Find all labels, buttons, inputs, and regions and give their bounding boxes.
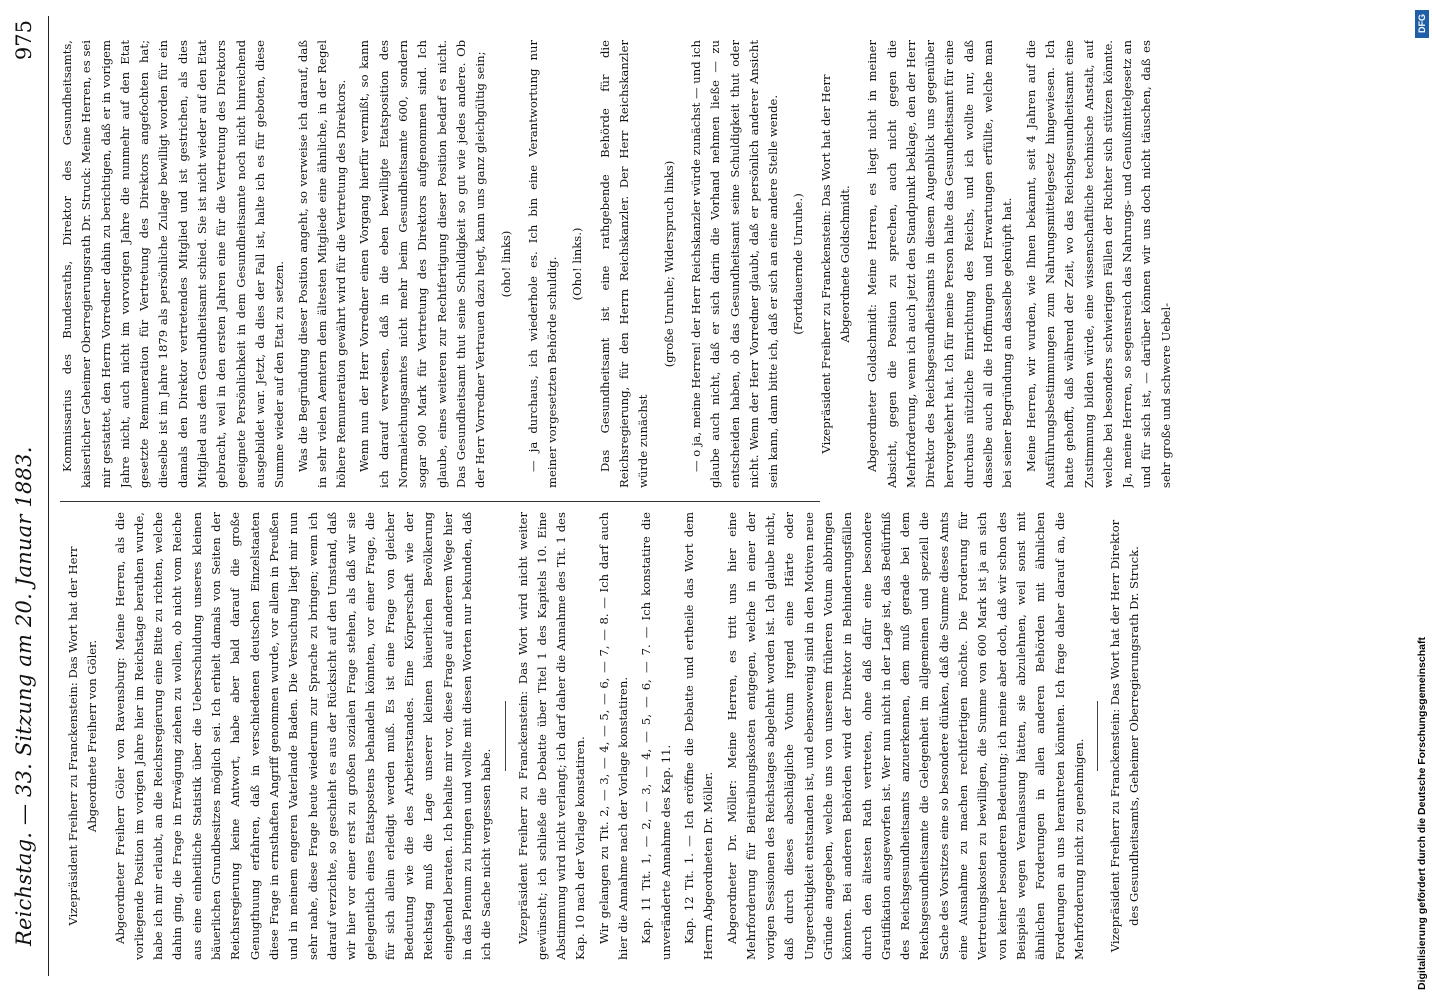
paragraph: Das Gesundheitsamt ist eine rathgebende Behörde für die Reichsregierung, für den Herrn Reichskanzler. Der Herr Reichskanzler würde zunächst bbox=[597, 40, 651, 488]
column-divider bbox=[60, 501, 820, 502]
separator-rule bbox=[1097, 701, 1098, 771]
dfg-logo: DFG bbox=[1415, 10, 1429, 38]
paragraph: Vizepräsident Freiherr zu Franckenstein: Das Wort wird nicht weiter gewünscht; ich schließe die Debatte über Titel 1 des Kapitels 10. Eine Abstimmung wird nicht verlangt; ich darf daher die Annahme des Tit. 1 des Kap. 10 nach der Vorlage konstatiren. bbox=[515, 512, 588, 960]
paragraph: Vizepräsident Freiherr zu Franckenstein: Das Wort hat der Herr Direktor des Gesundheitsamts, Geheimer Oberregierungsrath Dr. Struck. bbox=[1108, 519, 1142, 953]
paragraph: — o ja, meine Herren! der Herr Reichskanzler würde zunächst — und ich glaube auch nicht, daß er sich darin die Vorhand nehmen ließe — zu entscheiden haben, ob das Gesundheitsamt seine Schuldigkeit thut oder nicht. Wenn der Herr Vorredner glaubt, daß er persönlich anderer Ansicht sein kann, dann bitte ich, daß er sich an eine andere Stelle wende. bbox=[688, 40, 781, 488]
paragraph: Kap. 11 Tit. 1, — 2, — 3, — 4, — 5, — 6, — 7. — Ich konstatire die unveränderte Annahme des Kap. 11. bbox=[639, 512, 673, 960]
paragraph: Meine Herren, wir wurden, wie Ihnen bekannt, seit 4 Jahren auf die Ausführungsbestimmungen zum Nahrungsmittelgesetz hingewiesen. Ich hatte gehofft, daß während der Zeit, wo das Reichsgesundheitsamt eine Zustimmung bilden würde, eine wissenschaftliche technische Anstalt, auf welche bei besonders schwierigen Fällen der Richter sich stützen könnte. Ja, meine Herren, so segensreich das Nahrungs- und Genußmittelgesetz an und für sich ist, — darüber können wir uns doch nicht täuschen, daß es sehr große und schwere Uebel- bbox=[1023, 40, 1173, 488]
paragraph: Abgeordneter Dr. Möller: Meine Herren, es tritt uns hier eine Mehrforderung für Beitreibungskosten entgegen, welche in einer der vorigen Sessionen des Reichstages abgelehnt worden ist. Ich glaube nicht, daß durch dieses abschlägliche Votum irgend eine Härte oder Ungerechtigkeit entstanden ist, und ebensowenig sind in den Motiven neue Gründe angegeben, welche uns von unserem früheren Votum abbringen könnten. Bei anderen Behörden wird der Direktor in Behinderungsfällen durch den ältesten Rath vertreten, ohne daß dafür eine besondere Gratifikation ausgeworfen ist. Wer nun nicht in der Lage ist, das Bedürfniß des Reichsgesundheitsamts anzuerkennen, dem muß gerade bei dem Reichsgesundheitsamte die Gelegenheit im allgemeinen und speziell die Sache des Vorsitzes eine so besondere dünken, daß die Summe dieses Amts eine Ausnahme zu machen rechtfertigen möchte. Die Forderung für Vertretungskosten zu bewilligen, die Summe von 600 Mark ist ja an sich von keiner besonderen Bedeutung; ich meine aber doch, daß wir schon des Beispiels wegen Veranlassung hätten, sie abzulehnen, weil sonst mit ähnlichen Forderungen in allen anderen Behörden mit ähnlichen Forderungen an uns herantreten könnten. Ich frage daher darauf an, die Mehrforderung nicht zu genehmigen. bbox=[724, 512, 1086, 960]
interjection: (oho! links) bbox=[498, 230, 513, 298]
left-column bbox=[58, 512, 1398, 960]
paragraph: Kap. 12 Tit. 1. — Ich eröffne die Debatte und ertheile das Wort dem Herrn Abgeordneten Dr. Möller. bbox=[681, 512, 716, 960]
right-column bbox=[58, 40, 1398, 488]
paragraph: Was die Begründung dieser Position angeht, so verweise ich darauf, daß in sehr vielen Aemtern dem ältesten Mitgliede eine ähnliche, in der Regel höhere Remuneration gewährt wird für die Vertretung des Direktors. bbox=[295, 40, 349, 488]
digitization-credit: Digitalisierung gefördert durch die Deutsche Forschungsgemeinschaft bbox=[1416, 637, 1428, 990]
paragraph: Vizepräsident Freiherr zu Franckenstein: Das Wort hat der Herr Abgeordnete Freiherr von Göler. bbox=[66, 546, 100, 926]
running-title: Reichstag. — 33. Sitzung am 20. Januar 1883. bbox=[12, 446, 36, 946]
paragraph: Wenn nun der Herr Vorredner einen Vorgang hierfür vermißt, so kann ich darauf verweisen, daß in die eben bewilligte Etatsposition des Normaleichungsamtes nicht mehr beim Gesundheitsamte 600, sondern sogar 900 Mark für Vertretung des Direktors aufgenommen sind. Ich glaube, eines weiteren zur Rechtfertigung dieser Position bedarf es nicht. Das Gesundheitsamt thut seine Schuldigkeit so gut wie jedes andere. Ob der Herr Vorredner Vertrauen dazu hegt, kann uns ganz gleichgültig sein; bbox=[357, 40, 488, 488]
paragraph: Abgeordneter Freiherr Göler von Ravensburg: Meine Herren, als die vorliegende Position im vorigen Jahre hier im Reichstage berathen wurde, habe ich mir erlaubt, an die Reichsregierung eine Bitte zu richten, welche dahin ging, die Frage in Erwägung ziehen zu wollen, ob nicht vom Reiche aus eine einheitliche Statistik über die Ueberschuldung unseres kleinen bäuerlichen Grundbesitzes möglich sei. Ich erhielt damals von Seiten der Reichsregierung keine Antwort, habe aber bald darauf die große Genugthuung erfahren, daß in verschiedenen deutschen Einzelstaaten diese Frage in ernsthaften Angriff genommen wurde, vor allem in Preußen und in meinem engeren Vaterlande Baden. Die Versuchung liegt mir nun sehr nahe, diese Frage heute wiederum zur Sprache zu bringen; wenn ich darauf verzichte, so geschieht es aus der Rücksicht auf den Umstand, daß wir hier vor einer erst zu großen sozialen Frage stehen, als daß wir sie gelegentlich eines Etatspostens behandeln könnten, vor einer Frage, die für sich allein erledigt werden muß. Es ist eine Frage von gleicher Bedeutung wie die des Arbeiterstandes. Eine Körperschaft wie der Reichstag muß die Lage unserer kleinen bäuerlichen Bevölkerung eingehend beraten. Ich behalte mir vor, diese Frage auf anderem Wege hier in das Plenum zu bringen und wollte mit diesen Worten nur bekunden, daß ich die Sache nicht vergessen habe. bbox=[112, 512, 494, 960]
interjection: (Oho! links.) bbox=[570, 227, 585, 301]
page-number: 975 bbox=[12, 20, 36, 61]
paragraph: Kommissarius des Bundesraths, Direktor des Gesundheitsamts, kaiserlicher Geheimer Oberregierungsrath Dr. Struck: Meine Herren, es sei mir gestattet, den Herrn Vorredner dahin zu berichtigen, daß er in vorigem Jahre nicht, auch nicht im vorvorigen Jahre die nunmehr auf den Etat gesetzte Remuneration für Vertretung des Direktors angefochten hat; dieselbe ist im Jahre 1879 als persönliche Zulage bewilligt worden für ein damals den Direktor vertretendes Mitglied und ist gestrichen, als dies Mitglied aus dem Gesundheitsamt schied. Sie ist nicht wieder auf den Etat gebracht, weil in den ersten Jahren eine für die Vertretung des Direktors geeignete Persönlichkeit in dem Gesundheitsamte noch nicht hinreichend ausgebildet war. Jetzt, da dies der Fall ist, halte ich es für geboten, diese Summe wieder auf den Etat zu setzen. bbox=[60, 40, 287, 488]
paragraph: — ja durchaus, ich wiederhole es. Ich bin eine Verantwortung nur meiner vorgesetzten Behörde schuldig. bbox=[525, 40, 560, 488]
digitization-sidebar bbox=[1412, 0, 1432, 1000]
paragraph: Vizepräsident Freiherr zu Franckenstein: Das Wort hat der Herr Abgeordnete Goldschmidt. bbox=[818, 74, 852, 454]
separator-rule bbox=[505, 701, 506, 771]
running-header bbox=[8, 16, 49, 976]
paragraph: Abgeordneter Goldschmidt: Meine Herren, es liegt nicht in meiner Absicht, gegen die Position zu sprechen, auch nicht gegen die Mehrforderung, wenn ich auch jetzt den Standpunkt beklage, den der Herr Direktor des Reichsgesundheitsamts in diesem Augenblick uns gegenüber hervorgekehrt hat. Ich für meine Person halte das Gesundheitsamt für eine durchaus nützliche Einrichtung des Reichs, und ich wollte nur, daß dasselbe auch all die Hoffnungen und Erwartungen erfüllte, welche man bei seiner Begründung an dasselbe geknüpft hat. bbox=[865, 40, 1015, 488]
paragraph: Wir gelangen zu Tit. 2, — 3, — 4, — 5, — 6, — 7, — 8. — Ich darf auch hier die Annahme nach der Vorlage konstatiren. bbox=[596, 512, 631, 960]
interjection: (große Unruhe; Widerspruch links) bbox=[661, 160, 676, 368]
interjection: (Fortdauernde Unruhe.) bbox=[791, 193, 806, 335]
